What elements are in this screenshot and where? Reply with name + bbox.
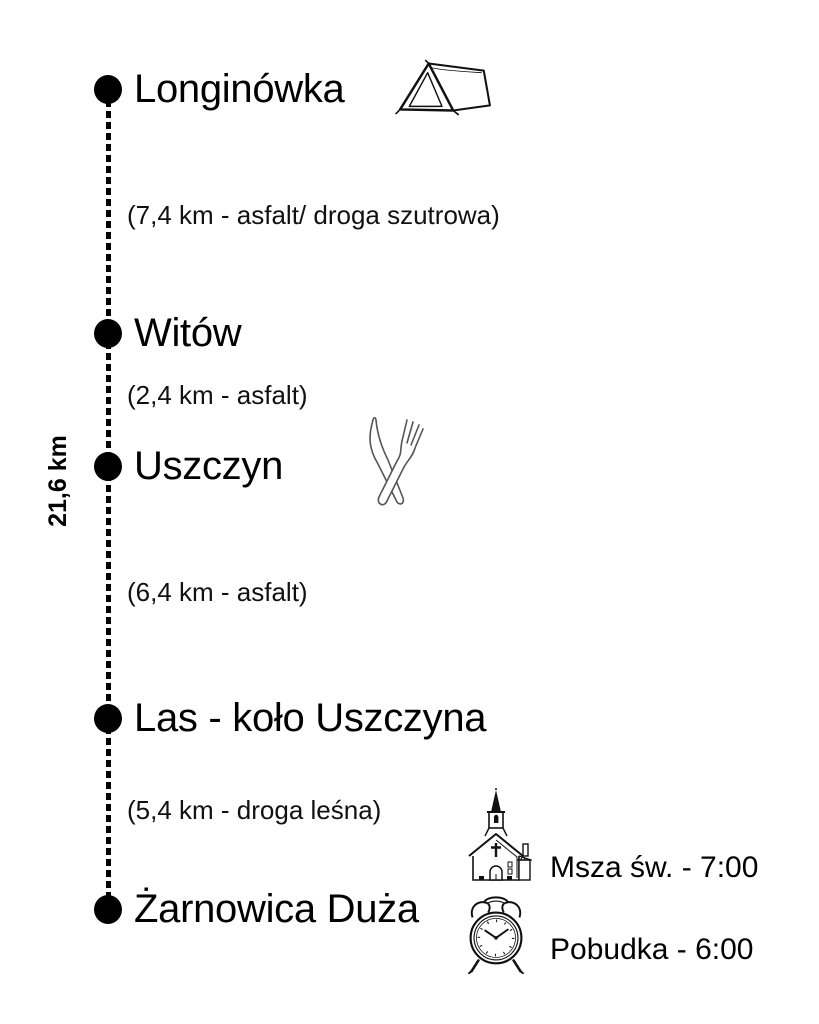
stop-marker [94, 75, 122, 104]
wakeup-time-label: Pobudka - 6:00 [550, 933, 754, 966]
route-line [106, 89, 111, 909]
stop-marker [94, 895, 122, 924]
stop-name-witow: Witów [134, 311, 242, 355]
segment-distance-label: (6,4 km - asfalt) [127, 577, 308, 607]
church-icon [459, 788, 535, 888]
stop-name-las-kolo-uszczyna: Las - koło Uszczyna [134, 696, 487, 740]
stop-marker [94, 452, 122, 481]
tent-icon [394, 57, 494, 117]
stop-marker [94, 319, 122, 348]
segment-distance-label: (7,4 km - asfalt/ droga szutrowa) [127, 200, 500, 230]
stop-name-longinowka: Longinówka [134, 67, 345, 111]
stop-name-uszczyn: Uszczyn [134, 444, 284, 488]
segment-distance-label: (2,4 km - asfalt) [127, 380, 308, 410]
segment-distance-label: (5,4 km - droga leśna) [127, 795, 382, 825]
stop-name-zarnowica-duza: Żarnowica Duża [134, 887, 419, 931]
total-distance-label: 21,6 km [43, 435, 72, 527]
stop-marker [94, 704, 122, 733]
alarm-clock-icon [464, 892, 528, 978]
cutlery-icon [356, 413, 426, 515]
mass-time-label: Msza św. - 7:00 [550, 851, 759, 884]
